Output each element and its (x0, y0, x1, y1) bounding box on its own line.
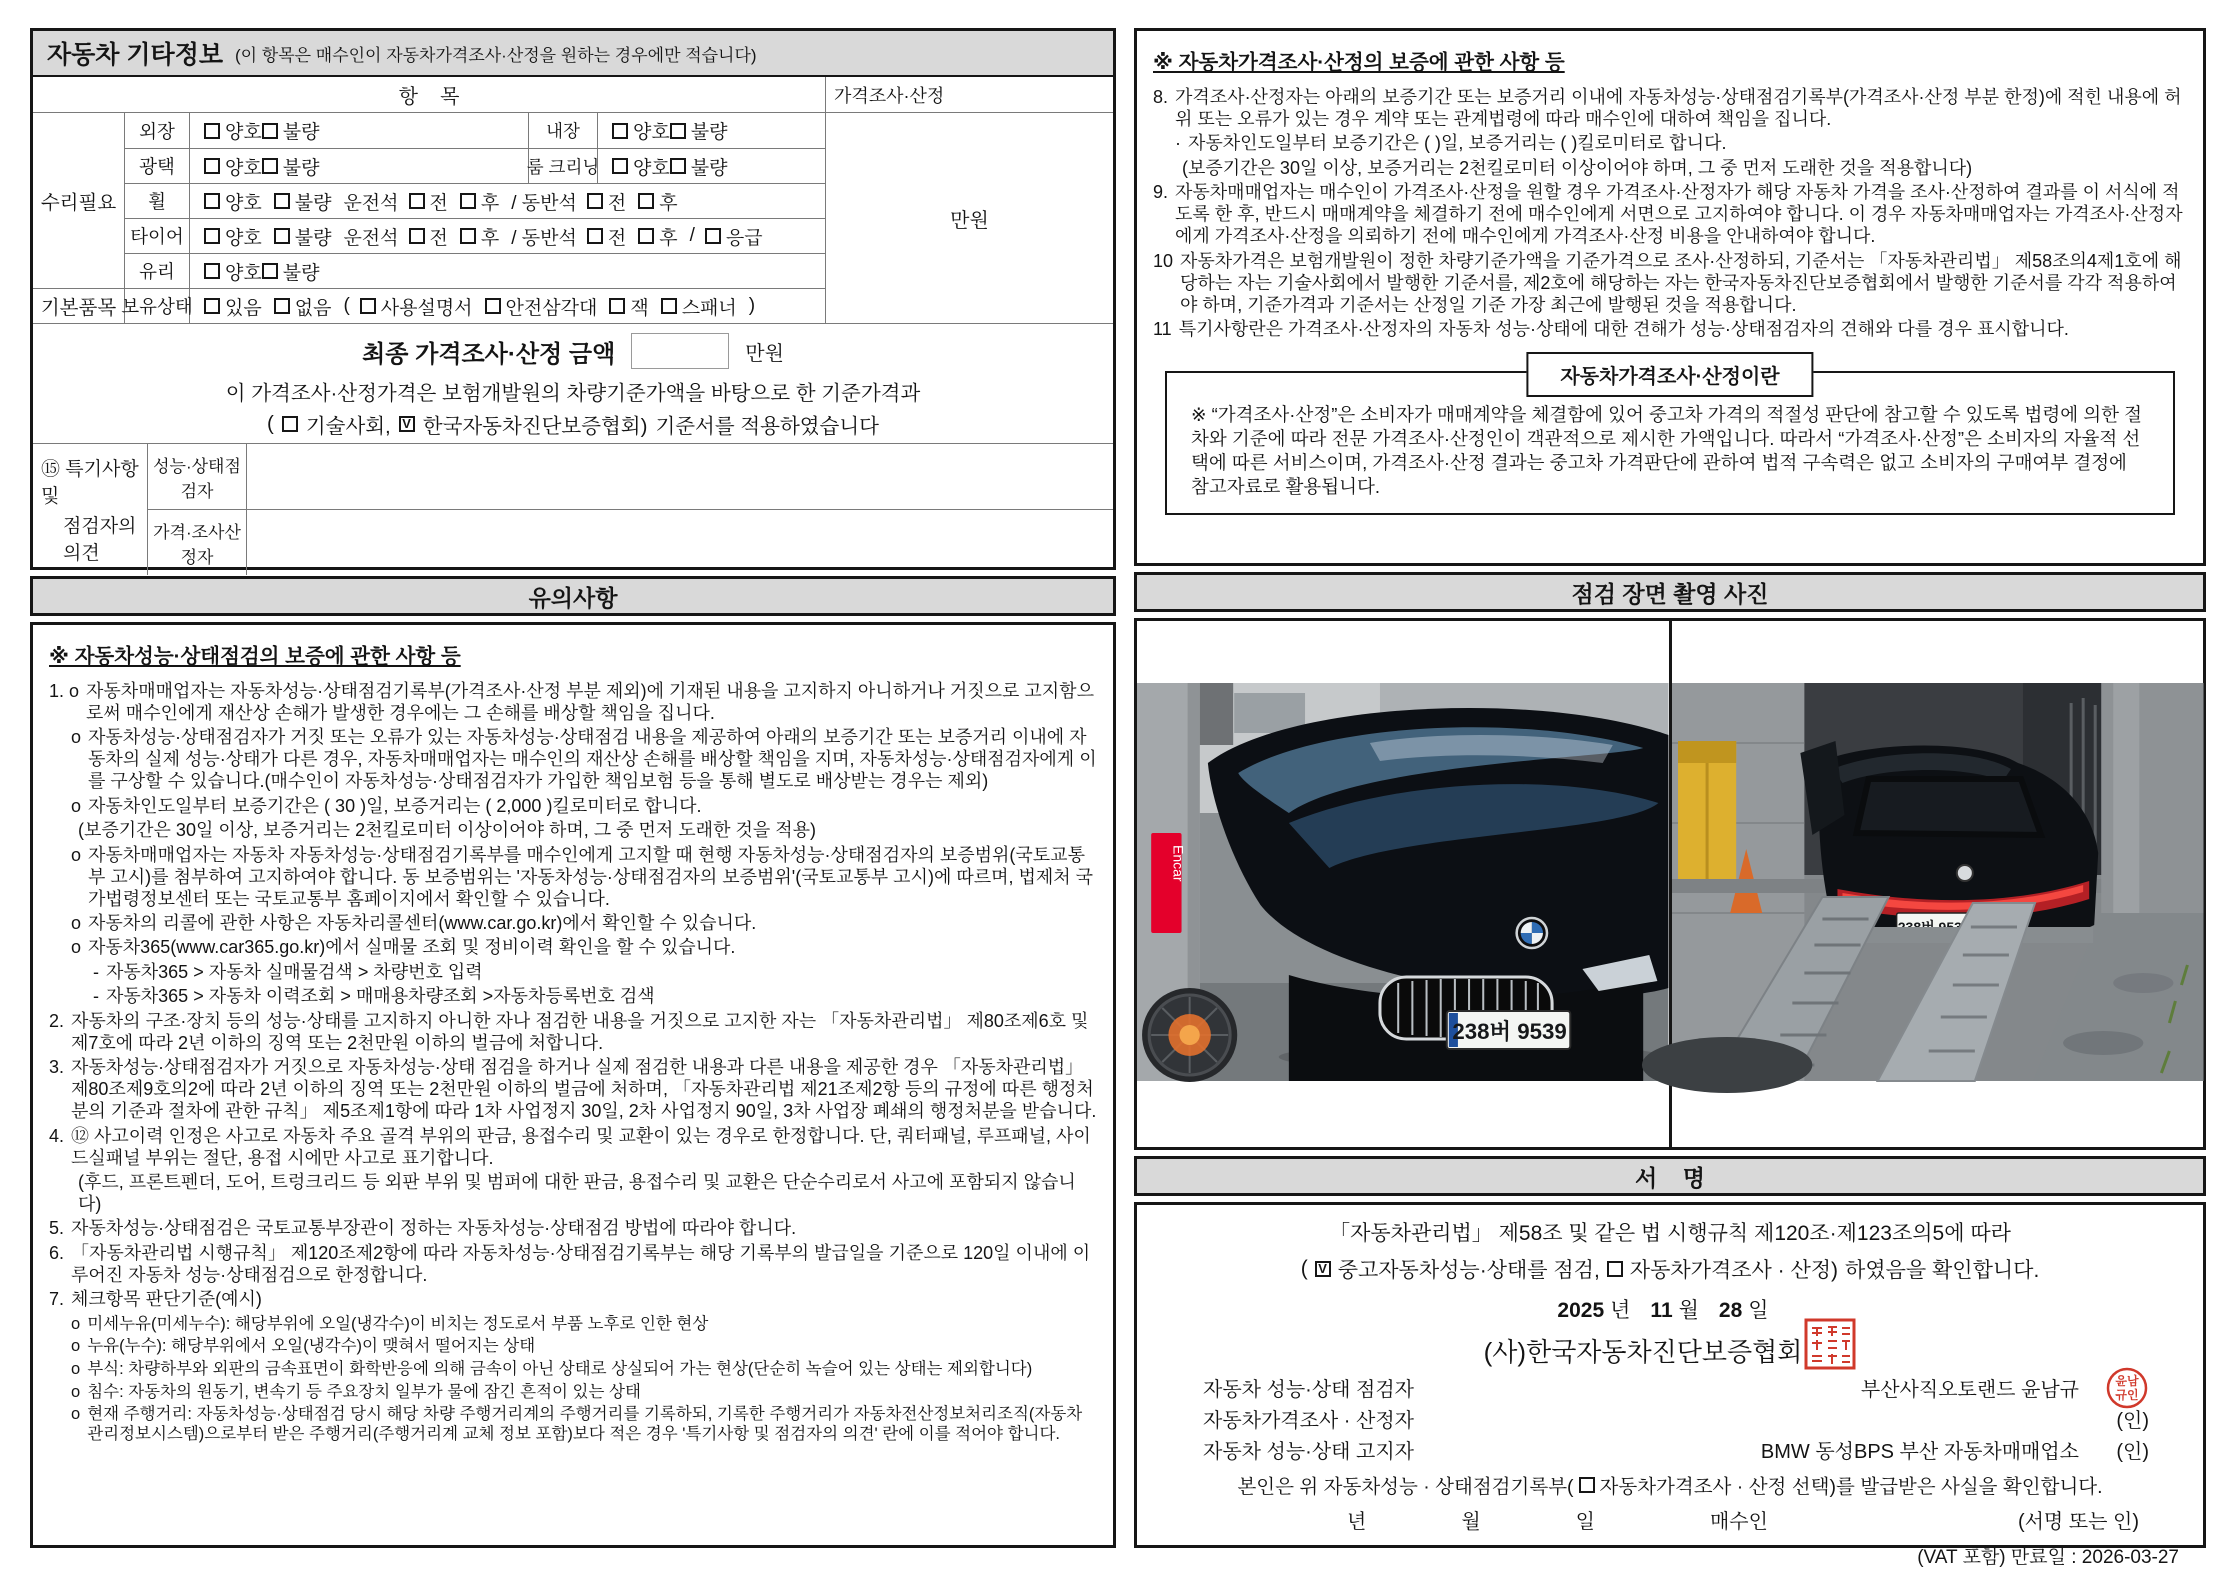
signature-check-line (1157, 1254, 2183, 1284)
seat-label-2: / 동반석 (511, 227, 577, 249)
option-label: 불량 (294, 227, 332, 249)
notice-item (49, 796, 1097, 818)
option-label: 후 (480, 192, 500, 214)
table-row-basic-items (33, 288, 825, 323)
notice-item (49, 1011, 1097, 1055)
item-text: (보증기간은 30일 이상, 보증거리는 2천킬로미터 이상이어야 하며, 그 중 먼저 도래한 것을 적용) (78, 820, 816, 841)
checkbox-option[interactable] (360, 293, 473, 320)
checkbox-icon[interactable] (670, 123, 686, 139)
checkbox-option[interactable] (638, 223, 677, 250)
option-label: 스패너 (681, 297, 737, 319)
photo-rear (1672, 683, 2204, 1081)
section-subtitle: (이 항목은 매수인이 자동차가격조사·산정을 원하는 경우에만 적습니다) (235, 45, 757, 65)
signature-date: 2025 년 11 월 28 일 (1557, 1299, 1769, 1322)
checkbox-icon[interactable] (612, 158, 628, 174)
checkbox-option[interactable] (204, 293, 262, 320)
table-rows (33, 113, 825, 323)
notice-item (49, 820, 1097, 842)
price-warranty-box (1134, 28, 2206, 566)
other-info-table (33, 77, 1113, 324)
check-option-2: 자동차가격조사 · 산정) (1629, 1259, 1839, 1282)
repair-span-cell (33, 183, 125, 218)
checkbox-icon[interactable] (485, 298, 501, 314)
checkbox-option[interactable] (609, 293, 648, 320)
repair-span-cell (33, 148, 125, 183)
row-options (190, 218, 825, 253)
notice-item (49, 845, 1097, 911)
seat-label: 운전석 (343, 227, 399, 249)
table-row-wheel (33, 183, 825, 218)
checkbox-icon[interactable] (670, 158, 686, 174)
item-number: ο (71, 1359, 81, 1378)
checkbox-option[interactable] (204, 188, 262, 215)
signature-law-line: 「자동차관리법」 제58조 및 같은 법 시행규칙 제120조·제123조의5에 따라 (1329, 1222, 2011, 1245)
checkbox-option[interactable] (204, 117, 262, 144)
checkbox-icon[interactable] (638, 228, 654, 244)
checkbox-option[interactable] (705, 223, 763, 250)
table-row-glass (33, 253, 825, 288)
special-note-cell[interactable] (247, 444, 1113, 510)
checkbox-option[interactable] (274, 188, 332, 215)
item-number: 5. (49, 1218, 65, 1239)
notice-item (49, 1359, 1097, 1379)
checkbox-icon[interactable] (638, 193, 654, 209)
checkbox-icon[interactable] (1315, 1261, 1331, 1277)
checkbox-option[interactable] (409, 223, 448, 250)
license-plate-front (1447, 1011, 1571, 1049)
option-label: 잭 (630, 297, 649, 319)
item-number: ο (71, 844, 82, 865)
encar-banner (1151, 833, 1186, 933)
notice-item (49, 962, 1097, 984)
item-text: (후드, 프론트펜더, 도어, 트렁크리드 등 외판 부위 및 범퍼에 대한 판금, 용접수리 및 교환은 단순수리로서 사고에 포함되지 않습니다) (78, 1172, 1076, 1214)
svg-text:Encar: Encar (1170, 845, 1187, 882)
option-label: 불량 (282, 262, 320, 284)
item-text: 가격조사·산정자는 아래의 보증기간 또는 보증거리 이내에 자동차성능·상태점검기록부(가격조사·산정 부분 한정)에 적힌 내용에 허위 또는 오류가 있는 경우 계약 또는 관계법령에 따라 매수인에 대하여 책임을 집니다. (1175, 87, 2182, 129)
checkbox-option[interactable] (587, 223, 626, 250)
row-options-2 (598, 113, 825, 148)
inspector-round-seal (2105, 1366, 2149, 1410)
row-options (190, 253, 825, 288)
paren-open: ( (267, 412, 274, 435)
vat-expiry-line: (VAT 포함) 만료일 : 2026-03-27 (1917, 1547, 2179, 1568)
option-label: 양호 (225, 157, 262, 179)
checkbox-icon[interactable] (460, 228, 476, 244)
checkbox-icon[interactable] (1607, 1261, 1623, 1277)
option-label: 응급 (725, 227, 763, 249)
checkbox-option[interactable] (409, 188, 448, 215)
final-price-label: 최종 가격조사·산정 금액 (362, 340, 616, 368)
checkbox-icon[interactable] (262, 123, 278, 139)
option-label: 전 (607, 227, 627, 249)
price-unit-cell: 만원 (950, 209, 989, 232)
checkbox-option[interactable] (612, 153, 670, 180)
checkbox-option[interactable] (262, 258, 320, 285)
table-row-tire (33, 218, 825, 253)
repair-span-cell (33, 113, 125, 148)
notice-item (49, 1382, 1097, 1402)
item-number: 3. (49, 1057, 65, 1078)
table-row-polish (33, 148, 825, 183)
checkbox-option[interactable] (262, 117, 320, 144)
checkbox-option[interactable] (612, 117, 670, 144)
option-label: 전 (429, 192, 448, 214)
item-text: 미세누유(미세누수): 해당부위에 오일(냉각수)이 비치는 정도로서 부품 노후로 인한 현상 (87, 1314, 709, 1333)
option-label: 양호 (225, 227, 262, 249)
item-text: 자동차의 구조·장치 등의 성능·상태를 고지하지 아니한 자나 점검한 내용을 거짓으로 고지한 자는 「자동차관리법」 제80조제6호 및 제7호에 따라 2년 이하의 징역 또는 2천만원 이하의 벌금에 처합니다. (71, 1010, 1089, 1053)
item-number: 10 (1153, 250, 1174, 271)
item-number: ο (71, 937, 82, 958)
heater-fan (1142, 988, 1237, 1082)
option-label: 사용설명서 (380, 297, 473, 319)
notice-item (1153, 251, 2187, 317)
group-label-basic: 기본품목 (33, 288, 125, 323)
option-label: 양호 (633, 122, 670, 143)
notice-item (49, 913, 1097, 935)
price-column (825, 77, 1113, 323)
item-text: (보증기간은 30일 이상, 보증거리는 2천킬로미터 이상이어야 하며, 그 중 먼저 도래한 것을 적용합니다) (1182, 157, 1973, 178)
basis-option-2: 한국자동차진단보증협회) (422, 415, 648, 438)
checkbox-icon[interactable] (587, 228, 603, 244)
checkbox-option[interactable] (460, 188, 499, 215)
checkbox-icon[interactable] (274, 298, 290, 314)
checkbox-icon[interactable] (274, 193, 290, 209)
final-price-input[interactable] (631, 333, 729, 369)
buyer-confirm-line: 본인은 위 자동차성능 · 상태점검기록부( 자동차가격조사 · 산정 선택)를 발급받은 사실을 확인합니다. (1237, 1476, 2103, 1498)
notice-item (1153, 158, 2187, 180)
final-price-section (33, 324, 1113, 443)
repair-span-cell (33, 253, 125, 288)
row-options (190, 148, 528, 183)
item-number: · (1175, 133, 1181, 154)
checkbox-icon[interactable] (612, 123, 628, 139)
basis-line-1: 이 가격조사·산정가격은 보험개발원의 차량기준가액을 바탕으로 한 기준가격과 (225, 382, 921, 405)
item-text: 자동차매매업자는 자동차성능·상태점검기록부(가격조사·산정 부분 제외)에 기재된 내용을 고지하지 아니하거나 거짓으로 고지함으로써 매수인에게 재산상 손해가 발생한 경우에는 그 손해를 배상할 책임을 집니다. (86, 681, 1094, 723)
checkbox-icon[interactable] (661, 298, 677, 314)
right-column (1134, 28, 2206, 1568)
inspector-label: 성능·상태점검자 (148, 444, 246, 510)
item-text: 자동차성능·상태점검자가 거짓 또는 오류가 있는 자동차성능·상태점검 내용을 제공하여 아래의 보증기간 또는 보증거리 이내에 자동차의 실제 성능·상태가 다른 경우, 자동차매매업자는 매수인의 재산상 손해를 배상할 책임을 지며, 자동차성능·상태점검자에게 이를 구상할 수 있습니다.(매수인이 자동차성능·상태점검자가 가입한 책임보험 등을 통해 별도로 배상받는 경우는 제외) (88, 727, 1097, 792)
notice-item (49, 1218, 1097, 1240)
item-text: 자동차성능·상태점검은 국토교통부장관이 정하는 자동차성능·상태점검 방법에 따라야 합니다. (71, 1218, 797, 1239)
signature-box (1134, 1202, 2206, 1568)
paren-open: ( (1300, 1257, 1308, 1280)
item-text: 누유(누수): 해당부위에서 오일(냉각수)이 맺혀서 떨어지는 상태 (87, 1337, 536, 1356)
special-notes-cells (247, 444, 1113, 575)
seat-label-2: / 동반석 (511, 192, 577, 214)
caution-list (49, 681, 1097, 1444)
buyer-label: 매수인 (1709, 1511, 1768, 1533)
paren-open: ( (343, 295, 350, 316)
basis-option-1: 기술사회, (305, 415, 391, 438)
item-text: 침수: 자동차의 원동기, 변속기 등 주요장치 일부가 물에 잠긴 흔적이 있는 상태 (87, 1382, 641, 1401)
sign-or-seal-label: (서명 또는 인) (2017, 1511, 2139, 1533)
table-row-exterior (33, 113, 825, 148)
option-label: 후 (480, 227, 500, 249)
item-number: ο (71, 913, 82, 934)
checkbox-icon[interactable] (204, 193, 220, 209)
item-text: 「자동차관리법 시행규칙」 제120조제2항에 따라 자동차성능·상태점검기록부는 해당 기록부의 발급일을 기준으로 120일 이내에 이루어진 자동차 성능·상태점검으로 한정합니다. (71, 1242, 1091, 1285)
column-header-price: 가격조사·산정 (826, 77, 1113, 113)
svg-text:윤남: 윤남 (2115, 1373, 2139, 1388)
notice-item (49, 1404, 1097, 1444)
option-label: 양호 (633, 157, 670, 179)
left-column (30, 28, 1116, 1548)
checkbox-icon[interactable] (204, 158, 220, 174)
item-number: ο (71, 727, 82, 748)
notice-item (1153, 319, 2187, 341)
item-number: ο (71, 1382, 81, 1401)
notice-item (1153, 87, 2187, 131)
option-label: 불량 (282, 157, 320, 179)
checkbox-icon[interactable] (262, 158, 278, 174)
seal-placeholder: (인) (2116, 1410, 2149, 1432)
special-notes-signers (147, 444, 247, 575)
item-number: - (93, 986, 99, 1007)
checkbox-option[interactable] (204, 153, 262, 180)
item-number: 11 (1153, 319, 1172, 340)
row-label: 외장 (125, 113, 190, 148)
special-notes-row (33, 443, 1113, 575)
item-number: 8. (1153, 87, 1169, 107)
basis-line-2 (33, 409, 1113, 439)
item-number: 6. (49, 1242, 65, 1263)
price-warranty-heading: ※ 자동차가격조사·산정의 보증에 관한 사항 등 (1153, 51, 1565, 74)
option-label: 불량 (690, 157, 728, 179)
signature-bar: 서 명 (1134, 1156, 2206, 1196)
notice-item (49, 1057, 1097, 1123)
checkbox-option[interactable] (262, 153, 320, 180)
item-number: - (93, 961, 99, 982)
checkbox-icon[interactable] (705, 228, 721, 244)
section-title: 자동차 기타정보 (47, 41, 223, 69)
special-notes-label: ⑮ 특기사항 및 점검자의 의견 (41, 459, 139, 564)
notice-item (49, 1289, 1097, 1311)
checkbox-icon[interactable] (262, 263, 278, 279)
photo-front (1137, 683, 1669, 1081)
item-number: ο (71, 1337, 81, 1356)
item-text: 자동차365 > 자동차 실매물검색 > 차량번호 입력 (106, 961, 483, 982)
row-label: 광택 (125, 148, 190, 183)
row-label-2: 내장 (528, 113, 598, 148)
notice-item (1153, 133, 2187, 155)
other-info-box (30, 28, 1116, 570)
checkbox-option[interactable] (460, 223, 499, 250)
basis-suffix: 기준서를 적용하였습니다 (655, 415, 879, 438)
checkbox-icon[interactable] (204, 298, 220, 314)
organization-line (1157, 1330, 2183, 1370)
option-label: 전 (429, 227, 448, 249)
item-text: 자동차의 리콜에 관한 사항은 자동차리콜센터(www.car.go.kr)에서 확인할 수 있습니다. (88, 913, 757, 934)
group-label-repair: 수리필요 (33, 113, 125, 288)
item-text: 부식: 차량하부와 외판의 금속표면이 화학반응에 의해 금속이 아닌 상태로 상실되어 가는 현상(단순히 녹슬어 있는 상태는 제외합니다) (87, 1359, 1033, 1378)
item-number: ο (71, 795, 82, 816)
checkbox-icon[interactable] (460, 193, 476, 209)
option-label: 후 (659, 192, 678, 214)
price-warranty-list (1153, 87, 2187, 341)
definition-text: ※ “가격조사·산정”은 소비자가 매매계약을 체결함에 있어 중고차 가격의 적절성 판단에 참고할 수 있도록 법령에 의한 절차와 기준에 따라 전문 가격조사·산정인이 객관적으로 제시한 가액입니다. 따라서 “가격조사·산정”은 소비자의 자율적 선택에 따른 서비스이며, 가격조사·산정 결과는 중고차 가격판단에 관하여 법적 구속력은 없고 소비자의 구매여부 결정에 참고자료로 활용됩니다. (1191, 403, 2143, 498)
checkbox-icon[interactable] (399, 416, 415, 432)
option-label: 없음 (294, 297, 332, 319)
checkbox-icon[interactable] (282, 416, 298, 432)
checkbox-icon[interactable] (204, 263, 220, 279)
notice-item (49, 1243, 1097, 1287)
checkbox-option[interactable] (204, 223, 262, 250)
paren-close: ) (748, 295, 756, 316)
item-text: 자동차365(www.car365.go.kr)에서 실매물 조회 및 정비이력 확인을 할 수 있습니다. (88, 937, 736, 958)
checkbox-option[interactable] (638, 188, 677, 215)
item-text: 자동차인도일부터 보증기간은 ( )일, 보증거리는 ( )킬로미터로 합니다. (1188, 133, 1727, 154)
item-number: ο (71, 1314, 81, 1333)
option-label: 전 (607, 192, 627, 214)
option-label: 안전삼각대 (505, 297, 598, 319)
photos-box (1134, 618, 2206, 1150)
notice-item (49, 1314, 1097, 1334)
item-text: 특기사항란은 가격조사·산정자의 자동차 성능·상태에 대한 견해가 성능·상태점검자의 견해와 다를 경우 표시합니다. (1178, 319, 2069, 340)
checkbox-option[interactable] (661, 293, 737, 320)
definition-box (1165, 365, 2175, 515)
svg-text:238버 9539: 238버 9539 (1452, 1019, 1567, 1044)
item-text: ⑫ 사고이력 인정은 사고로 자동차 주요 골격 부위의 판금, 용접수리 및 교환이 있는 경우로 한정합니다. 단, 쿼터패널, 루프패널, 사이드실패널 부위는 절단, 용접 시에만 사고로 표기합니다. (71, 1125, 1091, 1168)
checkbox-icon[interactable] (274, 228, 290, 244)
item-text: 현재 주행거리: 자동차성능·상태점검 당시 해당 차량 주행거리계의 주행거리를 기록하되, 기록한 주행거리가 자동차전산정보처리조직(자동차관리정보시스템)으로부터 받은 주행거리(주행거리계 교체 정보 포함)보다 적은 경우 '특기사항 및 점검자의 의견' 란에 이를 적어야 합니다. (87, 1405, 1083, 1444)
buyer-date-line: 년 월 일 매수인 (서명 또는 인) (1157, 1505, 2183, 1534)
checkbox-option[interactable] (587, 188, 626, 215)
option-label: 후 (659, 227, 678, 249)
checkbox-option[interactable] (670, 117, 728, 144)
row-options-2 (598, 148, 825, 183)
notice-item (49, 986, 1097, 1008)
checkbox-icon[interactable] (409, 228, 425, 244)
signer-row-notifier: 자동차 성능·상태 고지자 BMW 동성BPS 부산 자동차매매업소 (인) (1157, 1434, 2183, 1465)
photos-bar: 점검 장면 촬영 사진 (1134, 572, 2206, 612)
notice-item (49, 1126, 1097, 1170)
checkbox-option[interactable] (204, 258, 262, 285)
other-info-titlebar (33, 31, 1113, 77)
option-label: 양호 (225, 122, 262, 143)
caution-bar: 유의사항 (30, 576, 1116, 616)
item-number: 2. (49, 1010, 65, 1031)
signer-row-inspector: 자동차 성능·상태 점검자 부산사직오토랜드 윤남규 윤남 규인 (1157, 1372, 2183, 1403)
appraiser-label: 가격·조사산정자 (153, 522, 241, 567)
item-text: 체크항목 판단기준(예시) (71, 1289, 262, 1310)
row-label: 휠 (125, 183, 190, 218)
association-seal (1804, 1318, 1856, 1370)
notice-item (49, 937, 1097, 959)
checkbox-option[interactable] (274, 223, 332, 250)
item-number: ο (71, 1405, 81, 1424)
option-label: 양호 (225, 192, 262, 214)
item-text: 자동차인도일부터 보증기간은 ( 30 )일, 보증거리는 ( 2,000 )킬로미터로 합니다. (88, 795, 702, 816)
row-label-2: 룸 크리닝 (528, 148, 598, 183)
item-text: 자동차매매업자는 자동차 자동차성능·상태점검기록부를 매수인에게 고지할 때 현행 자동차성능·상태점검자의 보증범위(국토교통부 고시)를 첨부하여 고지하여야 합니다. 동 보증범위는 '자동차성능·상태점검자의 보증범위'(국토교통부 고시)에 따르며, 법제처 국가법령정보센터 또는 국토교통부 홈페이지에서 확인할 수 있습니다. (88, 844, 1094, 909)
final-price-unit: 만원 (745, 342, 784, 365)
checkbox-icon[interactable] (360, 298, 376, 314)
notice-item (49, 681, 1097, 725)
seal-placeholder: (인) (2116, 1441, 2149, 1463)
option-label: 있음 (225, 297, 262, 319)
checkbox-icon[interactable] (609, 298, 625, 314)
item-number: 1. ο (49, 681, 80, 701)
item-number: 4. (49, 1125, 65, 1146)
notice-item (1153, 182, 2187, 248)
definition-title: 자동차가격조사·산정이란 (1526, 352, 1813, 397)
caution-heading: ※ 자동차성능·상태점검의 보증에 관한 사항 등 (49, 645, 461, 668)
checkbox-icon[interactable] (1579, 1477, 1595, 1493)
option-label: 불량 (294, 192, 332, 214)
option-label: 양호 (225, 262, 262, 284)
check-suffix: 하였음을 확인합니다. (1845, 1259, 2040, 1282)
column-header-item: 항 목 (33, 77, 825, 113)
item-text: 자동차365 > 자동차 이력조회 > 매매용차량조회 >자동차등록번호 검색 (106, 986, 655, 1007)
option-label: 불량 (282, 122, 320, 143)
item-text: 자동차가격은 보험개발원이 정한 차량기준가액을 기준가격으로 조사·산정하되, 기준서는 「자동차관리법」 제58조의4제1호에 해당하는 자는 기술사회에서 발행한 기준서를, 제2호에 해당하는 자는 한국자동차진단보증협회에서 발행한 기준서를 각각 적용하여야 하며, 기준가격과 기준서는 산정일 기준 가장 최근에 발행된 것을 적용합니다. (1180, 250, 2182, 315)
item-text: 자동차성능·상태점검자가 거짓으로 자동차성능·상태 점검을 하거나 실제 점검한 내용과 다른 내용을 제공한 경우 「자동차관리법」 제80조제9호의2에 따라 2년 이하의 징역 또는 2천만원 이하의 벌금에 처하며, 「자동차관리법 제21조제2항 등의 규정에 따른 행정처분의 기준과 절차에 관한 규칙」 제5조제1항에 따라 1차 사업정지 30일, 2차 사업정지 90일, 3차 사업장 폐쇄의 행정처분을 받습니다. (71, 1057, 1097, 1122)
photo-front-cell (1137, 621, 1669, 1147)
checkbox-icon[interactable] (204, 228, 220, 244)
item-number: 9. (1153, 182, 1169, 203)
signer-row-appraiser: 자동차가격조사 · 산정자 (인) (1157, 1403, 2183, 1434)
row-label: 보유상태 (125, 288, 190, 323)
checkbox-icon[interactable] (204, 123, 220, 139)
checkbox-option[interactable] (670, 153, 728, 180)
row-options (190, 183, 825, 218)
seat-label: 운전석 (343, 192, 399, 214)
row-options (190, 113, 528, 148)
checkbox-option[interactable] (274, 293, 332, 320)
checkbox-option[interactable] (485, 293, 598, 320)
notice-item (49, 1172, 1097, 1216)
special-note-cell[interactable] (247, 510, 1113, 575)
option-label: 불량 (690, 122, 728, 143)
notice-item (49, 1336, 1097, 1356)
row-label: 유리 (125, 253, 190, 288)
item-text: 자동차매매업자는 매수인이 가격조사·산정을 원할 경우 가격조사·산정자가 해당 자동차 가격을 조사·산정하여 결과를 이 서식에 적도록 한 후, 반드시 매매계약을 체결하기 전에 매수인에게 서면으로 고지하여야 합니다. 이 경우 자동차매매업자는 가격조사·산정자에게 가격조사·산정을 의뢰하기 전에 매수인에게 가격조사·산정 비용을 안내하여야 합니다. (1175, 182, 2183, 247)
check-option-1: 중고자동차성능·상태를 점검, (1337, 1259, 1600, 1282)
checkbox-icon[interactable] (409, 193, 425, 209)
repair-span-cell (33, 218, 125, 253)
notice-item (49, 727, 1097, 793)
checkbox-icon[interactable] (587, 193, 603, 209)
row-label: 타이어 (125, 218, 190, 253)
organization-name: (사)한국자동차진단보증협회 (1483, 1336, 1803, 1367)
photo-rear-cell (1672, 621, 2204, 1147)
caution-box (30, 622, 1116, 1548)
signer-rows (1157, 1372, 2183, 1465)
row-options (190, 288, 825, 323)
svg-text:규인: 규인 (2115, 1387, 2139, 1402)
item-number: 7. (49, 1289, 65, 1310)
slash-label: / (689, 225, 695, 246)
